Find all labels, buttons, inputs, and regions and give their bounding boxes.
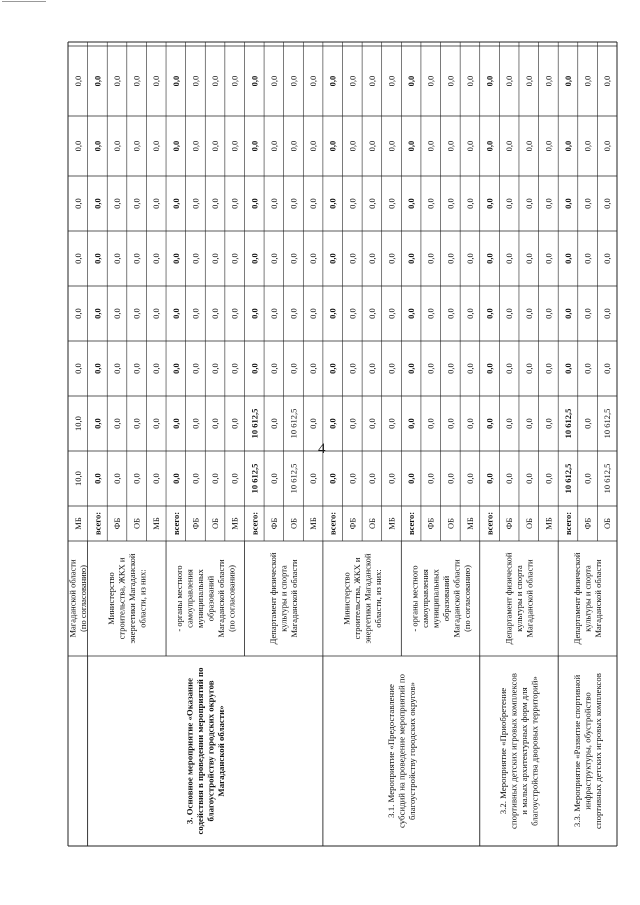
source-cell: МБ	[543, 517, 554, 530]
value-cell: 0,0	[229, 140, 240, 152]
value-cell: 0,0	[523, 253, 534, 264]
executor-cell: культуры и спорта	[582, 565, 593, 632]
value-cell: 0,0	[131, 363, 142, 374]
value-cell: 0,0	[464, 363, 475, 374]
value-cell: 0,0	[347, 75, 358, 87]
value-cell: 0,0	[504, 140, 515, 152]
value-cell: 0,0	[170, 75, 181, 87]
value-cell: 0,0	[151, 198, 162, 209]
executor-cell: - органы местного	[174, 565, 184, 632]
source-cell: МБ	[72, 517, 83, 530]
value-cell: 0,0	[406, 198, 417, 209]
value-cell: 0,0	[386, 418, 397, 429]
value-cell: 0,0	[229, 363, 240, 374]
value-cell: 0,0	[210, 253, 221, 264]
source-cell: ОБ	[366, 517, 377, 530]
value-cell: 0,0	[288, 75, 299, 87]
value-cell: 0,0	[386, 198, 397, 209]
value-cell: 0,0	[249, 75, 260, 87]
value-cell: 0,0	[484, 198, 495, 209]
value-cell: 0,0	[170, 473, 181, 484]
value-cell: 0,0	[543, 253, 554, 264]
section-cell: Магаданской области»	[216, 705, 226, 797]
value-cell: 0,0	[366, 253, 377, 264]
value-cell: 10 612,5	[602, 408, 613, 439]
value-cell: 0,0	[92, 363, 103, 374]
value-cell: 0,0	[543, 75, 554, 87]
executor-cell: (по согласованию)	[461, 565, 472, 632]
value-cell: 0,0	[92, 253, 103, 264]
value-cell: 0,0	[268, 308, 279, 319]
section-cell: благоустройству городских округов»	[406, 682, 417, 820]
executor-cell: (по согласованию)	[78, 565, 89, 632]
value-cell: 0,0	[386, 473, 397, 484]
value-cell: 0,0	[504, 363, 515, 374]
value-cell: 10 612,5	[288, 463, 299, 494]
value-cell: 0,0	[92, 198, 103, 209]
value-cell: 0,0	[602, 140, 613, 152]
value-cell: 0,0	[366, 140, 377, 152]
value-cell: 0,0	[386, 308, 397, 319]
source-cell: МБ	[229, 517, 240, 530]
value-cell: 0,0	[268, 140, 279, 152]
executor-cell: Департамент физической	[268, 552, 279, 645]
value-cell: 0,0	[268, 75, 279, 87]
value-cell: 0,0	[406, 418, 417, 429]
value-cell: 0,0	[210, 140, 221, 152]
value-cell: 0,0	[445, 308, 456, 319]
value-cell: 0,0	[268, 473, 279, 484]
value-cell: 0,0	[268, 418, 279, 429]
value-cell: 0,0	[112, 418, 123, 429]
value-cell: 0,0	[406, 363, 417, 374]
value-cell: 0,0	[327, 473, 338, 484]
section-cell: спортивных детских игровых комплексов	[508, 673, 519, 829]
value-cell: 0,0	[72, 308, 83, 319]
value-cell: 0,0	[170, 198, 181, 209]
value-cell: 0,0	[288, 198, 299, 209]
source-cell: ОБ	[210, 517, 221, 530]
value-cell: 0,0	[190, 418, 201, 429]
value-cell: 0,0	[288, 253, 299, 264]
value-cell: 0,0	[151, 75, 162, 87]
source-cell: ФБ	[582, 517, 593, 530]
value-cell: 0,0	[112, 198, 123, 209]
value-cell: 0,0	[151, 140, 162, 152]
value-cell: 0,0	[131, 253, 142, 264]
value-cell: 0,0	[562, 253, 573, 264]
value-cell: 0,0	[308, 363, 319, 374]
value-cell: 0,0	[523, 473, 534, 484]
source-cell: МБ	[151, 517, 162, 530]
source-cell: ОБ	[602, 517, 613, 530]
value-cell: 0,0	[582, 75, 593, 87]
value-cell: 0,0	[543, 418, 554, 429]
source-cell: всего:	[484, 511, 495, 536]
value-cell: 0,0	[72, 75, 83, 87]
executor-cell: строительства, ЖКХ и	[116, 557, 127, 640]
value-cell: 0,0	[543, 363, 554, 374]
value-cell: 0,0	[582, 363, 593, 374]
value-cell: 0,0	[308, 418, 319, 429]
value-cell: 0,0	[366, 363, 377, 374]
executor-cell: энергетики Магаданской	[362, 553, 373, 644]
value-cell: 0,0	[268, 363, 279, 374]
value-cell: 0,0	[582, 253, 593, 264]
section-cell: благоустройства дворовых территорий»	[529, 676, 540, 826]
value-cell: 0,0	[582, 140, 593, 152]
value-cell: 0,0	[504, 253, 515, 264]
value-cell: 0,0	[386, 140, 397, 152]
value-cell: 0,0	[484, 140, 495, 152]
value-cell: 0,0	[210, 363, 221, 374]
value-cell: 0,0	[190, 308, 201, 319]
value-cell: 10,0	[72, 471, 83, 486]
value-cell: 0,0	[151, 363, 162, 374]
value-cell: 0,0	[268, 198, 279, 209]
value-cell: 0,0	[523, 308, 534, 319]
value-cell: 0,0	[327, 363, 338, 374]
value-cell: 0,0	[425, 253, 436, 264]
value-cell: 0,0	[308, 253, 319, 264]
executor-cell: Магаданской области	[524, 559, 535, 638]
value-cell: 0,0	[366, 198, 377, 209]
value-cell: 0,0	[92, 473, 103, 484]
value-cell: 0,0	[445, 253, 456, 264]
executor-cell: энергетики Магаданской	[127, 553, 138, 644]
value-cell: 0,0	[406, 140, 417, 152]
value-cell: 0,0	[190, 198, 201, 209]
value-cell: 0,0	[366, 308, 377, 319]
value-cell: 0,0	[445, 418, 456, 429]
value-cell: 0,0	[170, 308, 181, 319]
executor-cell: Департамент физической	[503, 552, 514, 645]
value-cell: 0,0	[249, 253, 260, 264]
value-cell: 0,0	[288, 363, 299, 374]
value-cell: 0,0	[582, 308, 593, 319]
value-cell: 0,0	[347, 473, 358, 484]
executor-cell: Магаданской области	[67, 559, 78, 638]
executor-cell: области, из них:	[372, 569, 383, 628]
value-cell: 0,0	[170, 363, 181, 374]
executor-cell: Магаданской области	[593, 559, 604, 638]
source-cell: ФБ	[425, 517, 436, 530]
value-cell: 0,0	[582, 418, 593, 429]
executor-cell: образований	[440, 575, 451, 622]
value-cell: 0,0	[249, 140, 260, 152]
value-cell: 0,0	[386, 363, 397, 374]
source-cell: всего:	[170, 511, 181, 536]
value-cell: 0,0	[523, 198, 534, 209]
value-cell: 0,0	[445, 363, 456, 374]
value-cell: 0,0	[229, 418, 240, 429]
value-cell: 0,0	[112, 140, 123, 152]
value-cell: 0,0	[72, 198, 83, 209]
value-cell: 0,0	[464, 418, 475, 429]
value-cell: 0,0	[288, 308, 299, 319]
source-cell: МБ	[308, 517, 319, 530]
value-cell: 0,0	[327, 253, 338, 264]
section-cell: и малых архитектурных форм для	[519, 687, 530, 815]
value-cell: 0,0	[366, 473, 377, 484]
value-cell: 0,0	[308, 308, 319, 319]
source-cell: всего:	[327, 511, 338, 536]
section-cell: благоустройству городских округов	[205, 680, 216, 822]
section-cell: содействия в проведении мероприятий по	[195, 667, 205, 835]
value-cell: 0,0	[543, 198, 554, 209]
executor-cell: области, из них:	[137, 569, 148, 628]
value-cell: 0,0	[112, 363, 123, 374]
section-cell: 3.3. Мероприятие «Развитие спортивной	[572, 674, 583, 828]
value-cell: 0,0	[562, 308, 573, 319]
value-cell: 0,0	[112, 253, 123, 264]
value-cell: 0,0	[112, 473, 123, 484]
value-cell: 0,0	[229, 75, 240, 87]
source-cell: ФБ	[504, 517, 515, 530]
executor-cell: Магаданской области	[216, 559, 226, 638]
value-cell: 0,0	[445, 140, 456, 152]
value-cell: 10 612,5	[288, 408, 299, 439]
value-cell: 0,0	[562, 363, 573, 374]
value-cell: 0,0	[308, 75, 319, 87]
source-cell: ОБ	[131, 517, 142, 530]
value-cell: 0,0	[464, 308, 475, 319]
table-body	[68, 42, 617, 846]
value-cell: 0,0	[425, 363, 436, 374]
value-cell: 0,0	[151, 473, 162, 484]
value-cell: 0,0	[347, 198, 358, 209]
value-cell: 0,0	[210, 308, 221, 319]
value-cell: 0,0	[151, 418, 162, 429]
value-cell: 0,0	[249, 363, 260, 374]
value-cell: 0,0	[308, 198, 319, 209]
section-cell: 3.1. Мероприятие «Предоставление	[385, 684, 396, 818]
executor-cell: культуры и спорта	[278, 565, 289, 632]
section-cell: спортивных детских игровых комплексов	[593, 673, 604, 829]
value-cell: 0,0	[308, 140, 319, 152]
value-cell: 0,0	[327, 198, 338, 209]
value-cell: 0,0	[523, 363, 534, 374]
value-cell: 0,0	[190, 473, 201, 484]
value-cell: 0,0	[347, 363, 358, 374]
executor-cell: (по согласованию)	[226, 565, 237, 632]
value-cell: 0,0	[327, 140, 338, 152]
value-cell: 0,0	[484, 308, 495, 319]
value-cell: 0,0	[582, 198, 593, 209]
value-cell: 0,0	[543, 473, 554, 484]
source-cell: всего:	[562, 511, 573, 536]
value-cell: 0,0	[425, 418, 436, 429]
value-cell: 0,0	[327, 75, 338, 87]
value-cell: 0,0	[602, 198, 613, 209]
value-cell: 0,0	[229, 308, 240, 319]
value-cell: 0,0	[602, 75, 613, 87]
value-cell: 0,0	[92, 75, 103, 87]
source-cell: всего:	[249, 511, 260, 536]
value-cell: 0,0	[327, 418, 338, 429]
value-cell: 0,0	[425, 473, 436, 484]
value-cell: 0,0	[464, 473, 475, 484]
value-cell: 0,0	[425, 308, 436, 319]
value-cell: 0,0	[366, 75, 377, 87]
value-cell: 0,0	[504, 473, 515, 484]
value-cell: 10 612,5	[249, 463, 260, 494]
section-cell: 3.2. Мероприятие «Приобретение	[498, 687, 509, 815]
executor-cell: самоуправления	[184, 569, 195, 628]
value-cell: 0,0	[327, 308, 338, 319]
value-cell: 0,0	[484, 473, 495, 484]
value-cell: 0,0	[504, 198, 515, 209]
source-cell: ФБ	[268, 517, 279, 530]
value-cell: 0,0	[112, 308, 123, 319]
value-cell: 0,0	[425, 198, 436, 209]
executor-cell: муниципальных	[430, 569, 441, 628]
value-cell: 0,0	[504, 308, 515, 319]
value-cell: 0,0	[582, 473, 593, 484]
page-number: 4	[318, 441, 326, 457]
value-cell: 10 612,5	[562, 408, 573, 439]
value-cell: 10 612,5	[602, 463, 613, 494]
value-cell: 0,0	[190, 363, 201, 374]
executor-cell: образований	[205, 575, 216, 622]
source-cell: ФБ	[347, 517, 358, 530]
section-cell: инфраструктуры, обустройство	[582, 692, 593, 810]
value-cell: 0,0	[543, 308, 554, 319]
value-cell: 0,0	[229, 253, 240, 264]
value-cell: 0,0	[72, 363, 83, 374]
value-cell: 0,0	[484, 363, 495, 374]
value-cell: 0,0	[543, 140, 554, 152]
value-cell: 0,0	[151, 308, 162, 319]
value-cell: 0,0	[347, 253, 358, 264]
value-cell: 0,0	[523, 75, 534, 87]
value-cell: 0,0	[425, 140, 436, 152]
value-cell: 0,0	[406, 253, 417, 264]
value-cell: 0,0	[504, 75, 515, 87]
value-cell: 0,0	[562, 198, 573, 209]
value-cell: 0,0	[484, 75, 495, 87]
value-cell: 0,0	[151, 253, 162, 264]
value-cell: 0,0	[347, 140, 358, 152]
source-cell: ФБ	[190, 517, 201, 530]
value-cell: 0,0	[131, 473, 142, 484]
value-cell: 0,0	[347, 418, 358, 429]
value-cell: 0,0	[464, 75, 475, 87]
value-cell: 0,0	[602, 308, 613, 319]
value-cell: 0,0	[523, 140, 534, 152]
value-cell: 0,0	[72, 253, 83, 264]
executor-cell: строительства, ЖКХ и	[351, 557, 362, 640]
value-cell: 0,0	[131, 308, 142, 319]
source-cell: всего:	[406, 511, 417, 536]
executor-cell: Министерство	[341, 572, 352, 625]
section-cell: 3. Основное мероприятие «Оказание	[184, 677, 195, 825]
source-cell: ФБ	[112, 517, 123, 530]
value-cell: 10,0	[72, 416, 83, 431]
executor-cell: Магаданской области	[451, 559, 462, 638]
value-cell: 0,0	[464, 253, 475, 264]
value-cell: 0,0	[445, 473, 456, 484]
executor-cell: Министерство	[106, 572, 117, 625]
source-cell: всего:	[92, 511, 103, 536]
source-cell: МБ	[464, 517, 475, 530]
value-cell: 0,0	[210, 473, 221, 484]
value-cell: 0,0	[406, 473, 417, 484]
value-cell: 0,0	[170, 418, 181, 429]
value-cell: 0,0	[170, 140, 181, 152]
value-cell: 0,0	[406, 308, 417, 319]
value-cell: 0,0	[210, 198, 221, 209]
value-cell: 0,0	[308, 473, 319, 484]
value-cell: 0,0	[504, 418, 515, 429]
value-cell: 0,0	[386, 253, 397, 264]
value-cell: 0,0	[131, 418, 142, 429]
executor-cell: самоуправления	[419, 569, 430, 628]
value-cell: 0,0	[602, 253, 613, 264]
value-cell: 0,0	[92, 418, 103, 429]
value-cell: 0,0	[347, 308, 358, 319]
value-cell: 0,0	[425, 75, 436, 87]
value-cell: 0,0	[92, 140, 103, 152]
value-cell: 0,0	[406, 75, 417, 87]
value-cell: 0,0	[170, 253, 181, 264]
value-cell: 0,0	[602, 363, 613, 374]
value-cell: 10 612,5	[562, 463, 573, 494]
value-cell: 0,0	[288, 140, 299, 152]
source-cell: ОБ	[445, 517, 456, 530]
value-cell: 0,0	[229, 198, 240, 209]
source-cell: ОБ	[523, 517, 534, 530]
value-cell: 0,0	[190, 75, 201, 87]
value-cell: 0,0	[131, 75, 142, 87]
value-cell: 0,0	[210, 75, 221, 87]
section-cell: субсидий на проведение мероприятий по	[396, 673, 407, 829]
value-cell: 0,0	[445, 75, 456, 87]
value-cell: 0,0	[484, 418, 495, 429]
value-cell: 0,0	[92, 308, 103, 319]
value-cell: 0,0	[523, 418, 534, 429]
source-cell: МБ	[386, 517, 397, 530]
executor-cell: Департамент физической	[572, 552, 583, 645]
value-cell: 0,0	[131, 198, 142, 209]
value-cell: 0,0	[445, 198, 456, 209]
value-cell: 0,0	[249, 308, 260, 319]
value-cell: 0,0	[268, 253, 279, 264]
executor-cell: муниципальных	[195, 569, 205, 628]
value-cell: 0,0	[386, 75, 397, 87]
value-cell: 0,0	[366, 418, 377, 429]
value-cell: 0,0	[484, 253, 495, 264]
value-cell: 0,0	[249, 198, 260, 209]
executor-cell: культуры и спорта	[513, 565, 524, 632]
value-cell: 0,0	[229, 473, 240, 484]
executor-cell: Магаданской области	[289, 559, 300, 638]
value-cell: 0,0	[562, 75, 573, 87]
value-cell: 0,0	[464, 198, 475, 209]
value-cell: 0,0	[562, 140, 573, 152]
value-cell: 0,0	[131, 140, 142, 152]
value-cell: 0,0	[464, 140, 475, 152]
value-cell: 10 612,5	[249, 408, 260, 439]
executor-cell: - органы местного	[409, 565, 420, 632]
value-cell: 0,0	[210, 418, 221, 429]
value-cell: 0,0	[72, 140, 83, 152]
source-cell: ОБ	[288, 517, 299, 530]
value-cell: 0,0	[190, 140, 201, 152]
value-cell: 0,0	[112, 75, 123, 87]
value-cell: 0,0	[190, 253, 201, 264]
